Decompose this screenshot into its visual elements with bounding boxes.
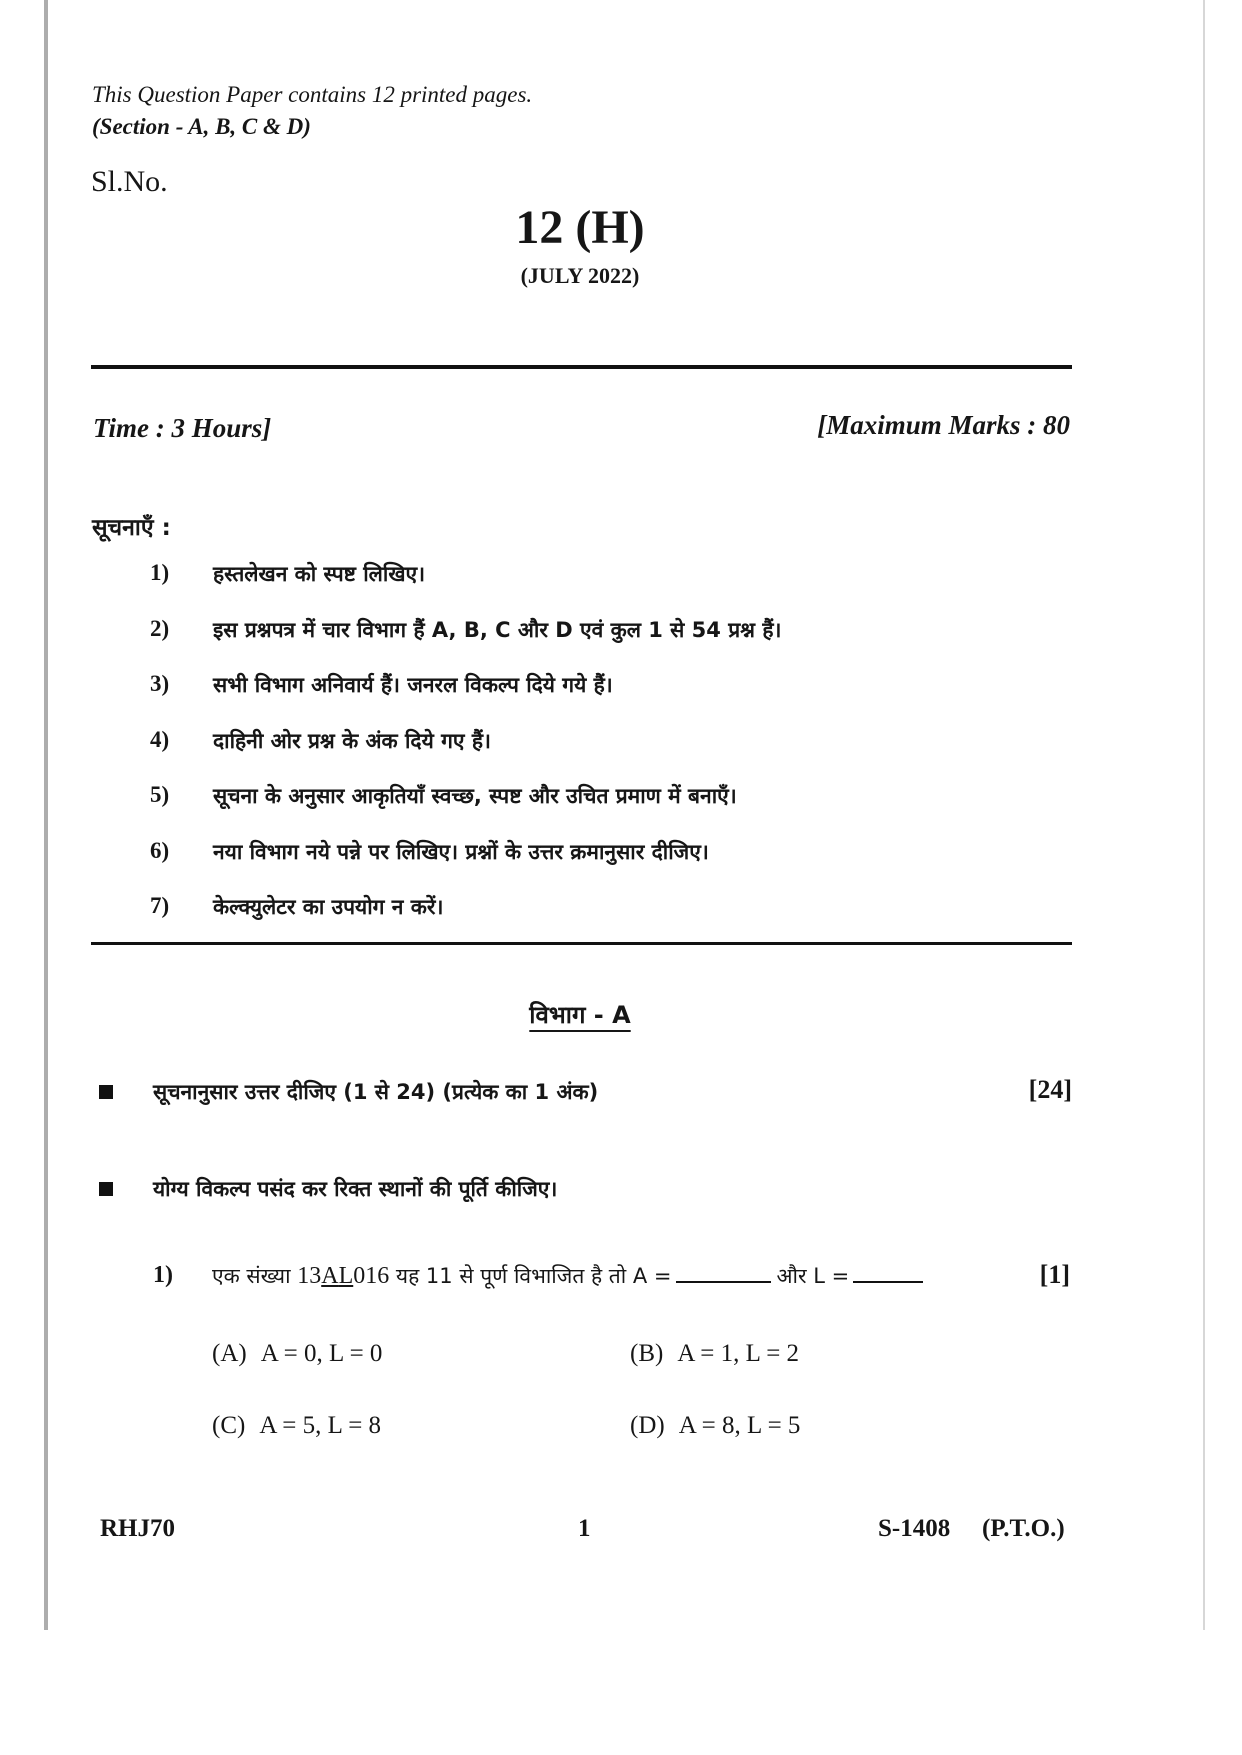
answer-blank-l	[853, 1263, 923, 1283]
option-b	[630, 1340, 799, 1368]
number-prefix: 13	[297, 1263, 322, 1289]
exam-date: (JULY 2022)	[520, 263, 640, 288]
instruction-text: केल्क्युलेटर का उपयोग न करें।	[213, 895, 444, 919]
question-text	[212, 1262, 929, 1290]
instruction-number: 6)	[150, 837, 170, 863]
serial-number-label: Sl.No.	[91, 165, 168, 198]
option-label: (D)	[630, 1412, 665, 1439]
instruction-item	[150, 727, 1050, 783]
option-text: A = 8, L = 5	[678, 1412, 801, 1439]
option-text: A = 0, L = 0	[260, 1340, 383, 1367]
question-number: 1)	[153, 1262, 173, 1288]
instruction-text: सभी विभाग अनिवार्य हैं। जनरल विकल्प दिये गये हैं।	[213, 673, 613, 697]
digit-a: A	[321, 1263, 339, 1289]
number-suffix: 016	[353, 1263, 390, 1289]
option-c	[212, 1412, 381, 1440]
instruction-number: 5)	[150, 782, 170, 807]
instruction-text: दाहिनी ओर प्रश्न के अंक दिये गए हैं।	[213, 728, 491, 753]
section-title-text: विभाग - A	[529, 1001, 631, 1029]
section-directive: सूचनानुसार उत्तर दीजिए (1 से 24) (प्रत्येक का 1 अंक)	[153, 1080, 599, 1104]
instruction-number: 3)	[150, 671, 170, 696]
instructions-heading: सूचनाएँ :	[92, 515, 171, 541]
option-label: (B)	[630, 1340, 664, 1367]
scan-edge-right	[1203, 0, 1205, 1630]
header-rule	[91, 365, 1072, 369]
instruction-item	[150, 671, 1050, 727]
option-text: A = 5, L = 8	[259, 1412, 382, 1439]
instructions-list	[150, 560, 1050, 949]
digit-l: L	[338, 1263, 354, 1289]
instruction-number: 4)	[150, 726, 170, 752]
footer-left-code: RHJ70	[100, 1515, 175, 1542]
option-d	[630, 1412, 800, 1440]
square-bullet-icon	[99, 1085, 113, 1099]
maximum-marks: [Maximum Marks : 80	[817, 410, 1070, 440]
page-number: 1	[578, 1515, 591, 1542]
option-label: (A)	[212, 1340, 247, 1367]
answer-blank-a	[676, 1263, 771, 1283]
option-a	[212, 1340, 382, 1368]
instruction-text: इस प्रश्नपत्र में चार विभाग हैं A, B, C और D एवं कुल 1 से 54 प्रश्न हैं।	[213, 617, 782, 642]
instruction-number: 7)	[150, 893, 170, 918]
section-marks: [24]	[1028, 1075, 1072, 1104]
time-allowed: Time : 3 Hours]	[93, 413, 272, 443]
fill-blanks-directive: योग्य विकल्प पसंद कर रिक्त स्थानों की पूर्ति कीजिए।	[153, 1177, 558, 1201]
footer-right-code: S-1408	[878, 1515, 951, 1542]
option-label: (C)	[212, 1412, 246, 1439]
instruction-text: हस्तलेखन को स्पष्ट लिखिए।	[213, 562, 426, 586]
square-bullet-icon	[99, 1182, 113, 1196]
paper-code: 12 (H)	[515, 201, 645, 254]
question-marks: [1]	[1039, 1260, 1070, 1289]
option-text: A = 1, L = 2	[677, 1340, 800, 1367]
question-text-and: और L =	[776, 1264, 850, 1288]
section-title	[0, 998, 1160, 1031]
instruction-number: 1)	[150, 560, 170, 585]
instruction-item	[150, 893, 1050, 949]
instruction-item	[150, 616, 1050, 672]
instruction-text: नया विभाग नये पन्ने पर लिखिए। प्रश्नों के उत्तर क्रमानुसार दीजिए।	[213, 839, 709, 864]
instruction-number: 2)	[150, 615, 170, 641]
question-text-middle: यह 11 से पूर्ण विभाजित है तो A =	[395, 1264, 672, 1288]
instruction-item	[150, 560, 1050, 616]
pages-note: This Question Paper contains 12 printed pages.	[92, 82, 533, 107]
pto-label: (P.T.O.)	[982, 1515, 1065, 1542]
instruction-text: सूचना के अनुसार आकृतियाँ स्वच्छ, स्पष्ट और उचित प्रमाण में बनाएँ।	[213, 784, 737, 808]
instructions-rule	[91, 942, 1072, 945]
instruction-item	[150, 782, 1050, 838]
question-text-start: एक संख्या	[212, 1264, 291, 1288]
instruction-item	[150, 838, 1050, 894]
sections-note: (Section - A, B, C & D)	[92, 114, 311, 139]
